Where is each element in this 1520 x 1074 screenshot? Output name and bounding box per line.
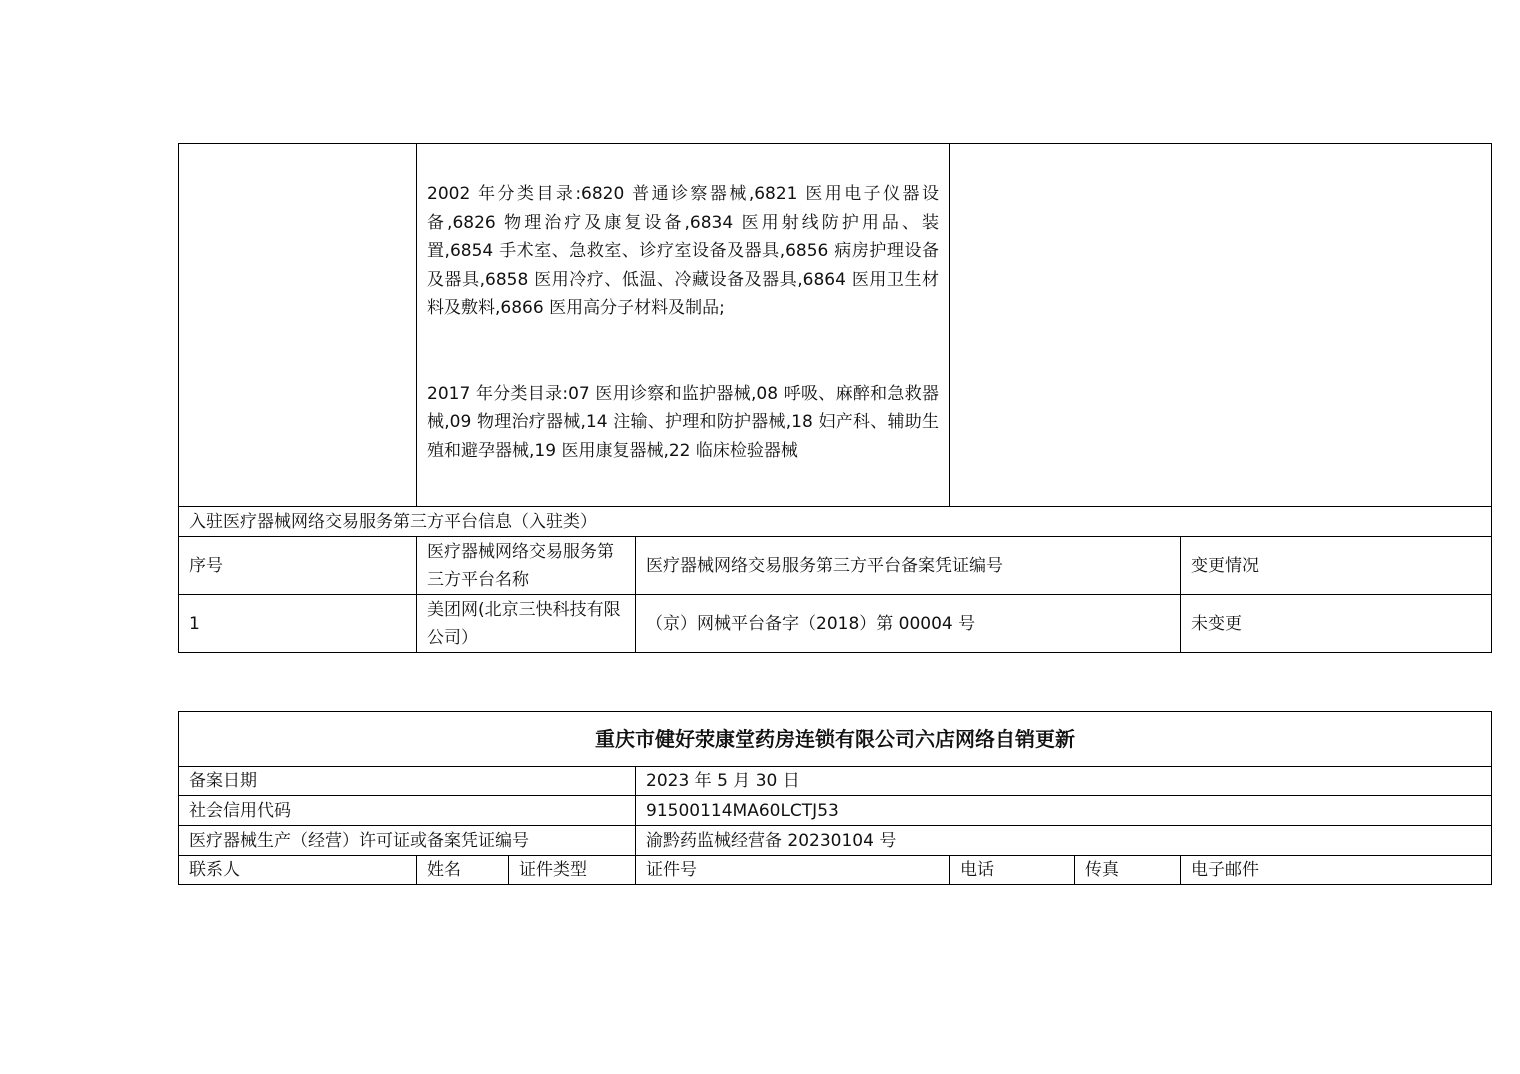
- contact-email-header: 电子邮件: [1181, 856, 1492, 885]
- empty-right-cell: [950, 144, 1492, 507]
- business-scope-cell: [417, 144, 950, 507]
- contact-phone-header: 电话: [950, 856, 1075, 885]
- platform-info-table: [178, 143, 1492, 653]
- table-row-seq: 1: [179, 595, 417, 653]
- contact-id-no-header: 证件号: [636, 856, 950, 885]
- record-date-value: 2023 年 5 月 30 日: [636, 767, 1492, 796]
- table-row-change: 未变更: [1181, 595, 1492, 653]
- platform-section-title: 入驻医疗器械网络交易服务第三方平台信息（入驻类）: [179, 507, 1492, 537]
- table-row-platform-name: 美团网(北京三快科技有限公司）: [417, 595, 636, 653]
- self-sale-update-table: [178, 711, 1492, 885]
- license-label: 医疗器械生产（经营）许可证或备案凭证编号: [179, 826, 636, 856]
- credit-code-value: 91500114MA60LCTJ53: [636, 796, 1492, 826]
- table-row-record-no: （京）网械平台备字（2018）第 00004 号: [636, 595, 1181, 653]
- license-value: 渝黔药监械经营备 20230104 号: [636, 826, 1492, 856]
- header-platform-name: 医疗器械网络交易服务第三方平台名称: [417, 537, 636, 595]
- catalog-2002-text: 2002 年分类目录:6820 普通诊察器械,6821 医用电子仪器设备,6826 物理治疗及康复设备,6834 医用射线防护用品、装置,6854 手术室、急救室、诊疗室设备及器具,6856 病房护理设备及器具,6858 医用冷疗、低温、冷藏设备及器具,6864 医用卫生材料及敷料,6866 医用高分子材料及制品;: [427, 184, 939, 318]
- header-change: 变更情况: [1181, 537, 1492, 595]
- contact-fax-header: 传真: [1075, 856, 1181, 885]
- contact-id-type-header: 证件类型: [509, 856, 636, 885]
- contact-name-header: 姓名: [417, 856, 509, 885]
- contact-label: 联系人: [179, 856, 417, 885]
- header-record-no: 医疗器械网络交易服务第三方平台备案凭证编号: [636, 537, 1181, 595]
- credit-code-label: 社会信用代码: [179, 796, 636, 826]
- header-seq: 序号: [179, 537, 417, 595]
- table-title: 重庆市健好荥康堂药房连锁有限公司六店网络自销更新: [179, 712, 1492, 767]
- empty-left-cell: [179, 144, 417, 507]
- catalog-2017-text: 2017 年分类目录:07 医用诊察和监护器械,08 呼吸、麻醉和急救器械,09 物理治疗器械,14 注输、护理和防护器械,18 妇产科、辅助生殖和避孕器械,19 医用康复器械,22 临床检验器械: [427, 383, 939, 461]
- record-date-label: 备案日期: [179, 767, 636, 796]
